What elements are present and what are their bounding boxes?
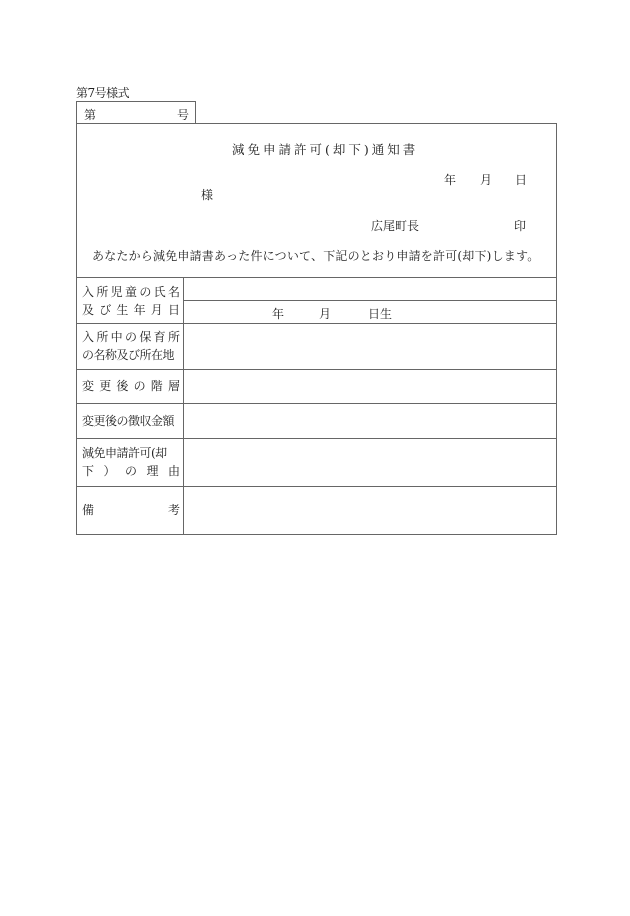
label-char: 考 [167,503,180,517]
nursery-field[interactable] [184,324,555,369]
birth-day: 日生 [368,307,393,321]
label-char: 月 [150,303,163,317]
label-char: び [99,303,112,317]
label-char: 後 [116,379,129,393]
date-month: 月 [480,173,493,187]
document-number-box [76,101,196,124]
label-char: 所 [167,330,180,344]
label-child-name-birthdate [82,283,180,319]
label-char: の [133,379,146,393]
label-char: の [124,330,137,344]
label-char: 所 [96,285,109,299]
reason-field[interactable] [184,439,555,486]
label-char: の [139,285,152,299]
addressee-suffix: 様 [201,188,214,202]
document-title: 減免申請許可(却下)通知書 [232,142,419,157]
label-char: ） [103,464,116,478]
number-suffix: 号 [176,108,189,122]
label-char: 更 [99,379,112,393]
label-char: 日 [167,303,180,317]
label-char: 年 [133,303,146,317]
seal-mark: 印 [514,219,527,233]
issuer-name: 広尾町長 [371,219,420,233]
label-char: 下 [82,464,95,478]
number-prefix: 第 [84,108,97,122]
label-char: 名 [167,285,180,299]
child-name-field[interactable] [184,278,555,300]
label-char: 氏 [153,285,166,299]
label-line: 減免申請許可(却 [82,446,167,460]
new-bracket-field[interactable] [184,370,555,403]
label-remarks [82,501,180,519]
label-char: 所 [96,330,109,344]
birth-year: 年 [272,307,285,321]
row1-inner-divider [183,300,556,301]
label-char: 及 [82,303,95,317]
label-char: 中 [110,330,123,344]
label-char: 保 [139,330,152,344]
label-char: の [124,464,137,478]
label-approval-reason [82,444,180,480]
label-char: 備 [82,503,95,517]
label-char: 児 [110,285,123,299]
label-char: 理 [146,464,159,478]
notice-body: あなたから減免申請書あった件について、下記のとおり申請を許可(却下)します。 [92,249,540,263]
date-year: 年 [444,173,457,187]
label-char: 入 [82,330,95,344]
birth-month: 月 [319,307,332,321]
label-nursery-name-address [82,328,180,364]
new-fee-field[interactable] [184,404,555,438]
label-char: 階 [150,379,163,393]
date-day: 日 [515,173,528,187]
label-char: 変 [82,379,95,393]
label-char: 入 [82,285,95,299]
label-char: 層 [167,379,180,393]
label-line: の名称及び所在地 [82,348,175,362]
remarks-field[interactable] [184,487,555,533]
label-char: 生 [116,303,129,317]
label-char: 由 [167,464,180,478]
label-new-fee-amount: 変更後の徴収金額 [82,414,175,428]
form-code: 第7号様式 [76,86,130,100]
label-new-bracket [82,377,180,395]
label-char: 育 [153,330,166,344]
label-char: 童 [124,285,137,299]
